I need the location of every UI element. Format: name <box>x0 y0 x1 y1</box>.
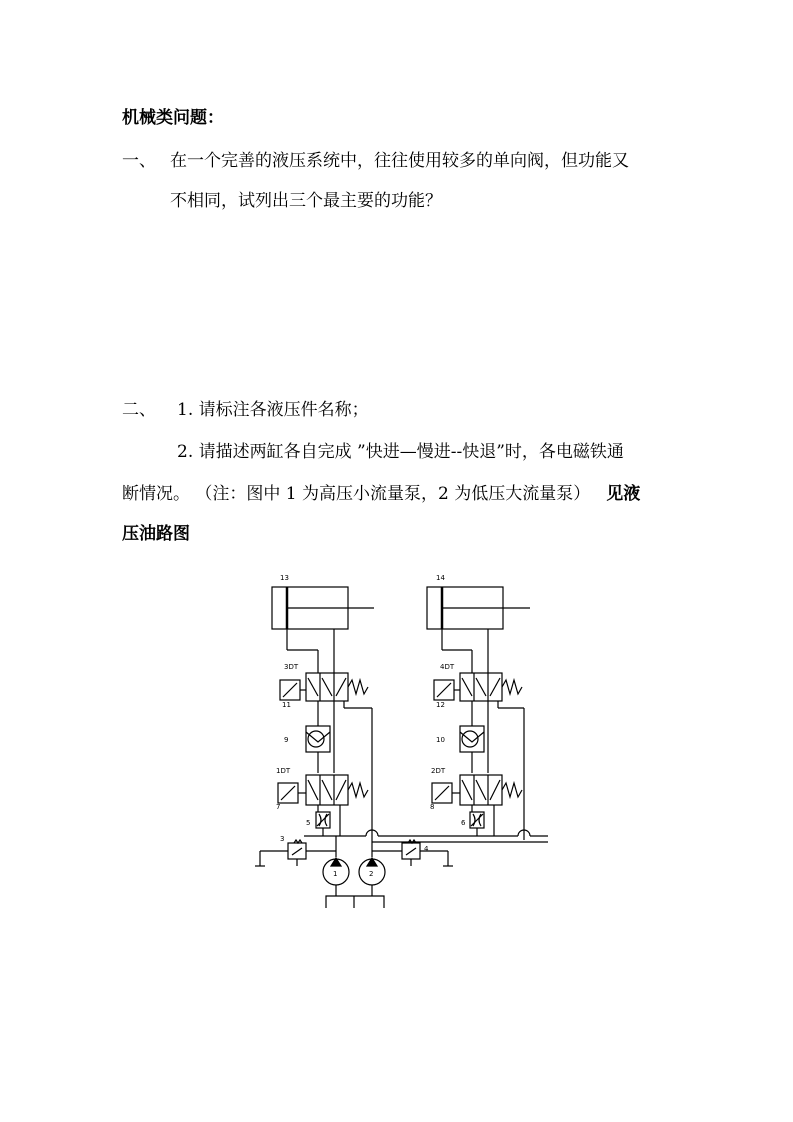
throttle-valve-5 <box>316 812 330 828</box>
label-pump-1: 1 <box>333 870 338 878</box>
section-title: 机械类问题： <box>122 108 224 128</box>
label-12: 12 <box>436 701 445 709</box>
check-valve-10 <box>460 726 484 752</box>
throttle-valve-6 <box>470 812 484 828</box>
q2-item2-line2: 断情况。 （注：图中 1 为高压小流量泵，2 为低压大流量泵） 见液 <box>122 484 641 504</box>
q2-item1: 1. 请标注各液压件名称； <box>177 400 369 420</box>
label-6: 6 <box>461 819 466 827</box>
q1-line1: 在一个完善的液压系统中，往往使用较多的单向阀，但功能又 <box>170 151 629 171</box>
tank-icon <box>326 896 384 908</box>
label-10: 10 <box>436 736 445 744</box>
label-14: 14 <box>436 574 445 582</box>
relief-valve-3 <box>255 840 336 866</box>
q2-item2-line1: 2. 请描述两缸各自完成 ”快进—慢进--快退”时，各电磁铁通 <box>177 442 624 462</box>
label-4dt: 4DT <box>440 663 455 671</box>
valve-7 <box>278 775 368 812</box>
valve-11 <box>280 673 368 708</box>
label-11: 11 <box>282 701 291 709</box>
label-4: 4 <box>424 845 429 853</box>
label-7: 7 <box>276 803 281 811</box>
label-3dt: 3DT <box>284 663 299 671</box>
label-9: 9 <box>284 736 289 744</box>
q1-line2: 不相同，试列出三个最主要的功能？ <box>170 191 442 211</box>
relief-valve-4 <box>372 840 453 866</box>
label-13: 13 <box>280 574 289 582</box>
label-3: 3 <box>280 835 285 843</box>
q2-number: 二、 <box>122 400 156 420</box>
label-8: 8 <box>430 803 435 811</box>
q1-number: 一、 <box>122 151 156 171</box>
label-5: 5 <box>306 819 311 827</box>
cylinder-14 <box>427 587 530 629</box>
label-2dt: 2DT <box>431 767 446 775</box>
label-pump-2: 2 <box>369 870 374 878</box>
hydraulic-circuit-diagram <box>240 565 560 915</box>
valve-12 <box>434 673 522 708</box>
label-1dt: 1DT <box>276 767 291 775</box>
valve-8 <box>432 775 522 812</box>
q2-item2-line3: 压油路图 <box>122 524 190 544</box>
cylinder-13 <box>272 587 374 629</box>
check-valve-9 <box>306 726 330 752</box>
